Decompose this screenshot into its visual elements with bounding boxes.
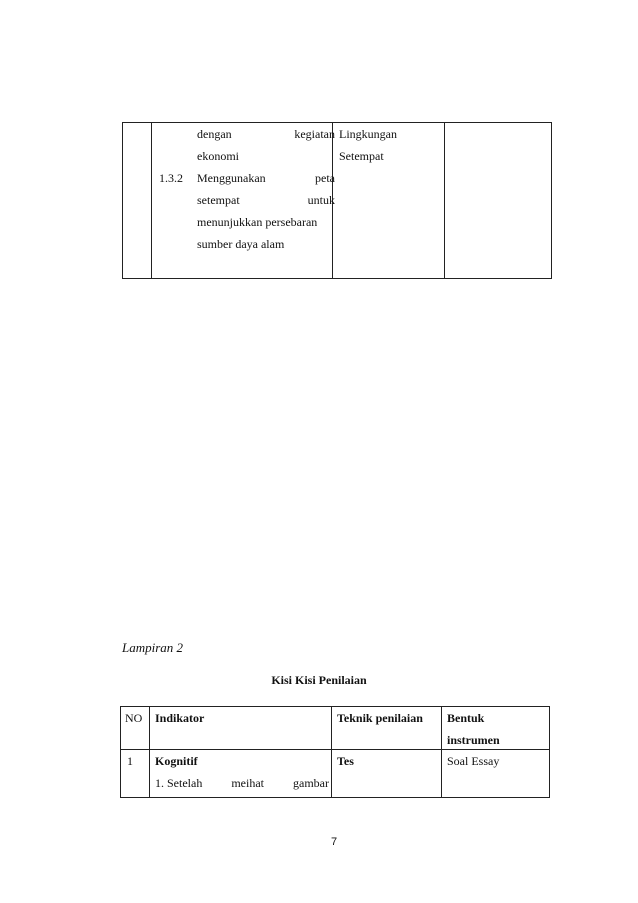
header-bentuk-line: Bentuk (447, 711, 485, 725)
text-line (197, 123, 335, 145)
row1-indikator (155, 750, 329, 794)
header-teknik: Teknik penilaian (337, 711, 423, 725)
text-fragment: peta (315, 171, 335, 185)
text-fragment: 1. Setelah (155, 776, 203, 790)
text-fragment: dengan (197, 127, 232, 141)
text-fragment: menunjukkan persebaran (197, 215, 318, 229)
header-bentuk-line: instrumen (447, 733, 500, 747)
header-bentuk (447, 707, 500, 751)
text-fragment: sumber daya alam (197, 237, 285, 251)
indicator-code: 1.3.2 (159, 171, 183, 185)
section-title: Kisi Kisi Penilaian (271, 673, 367, 687)
text-line (197, 145, 335, 167)
text-fragment: meihat (231, 776, 264, 790)
page-number: 7 (330, 836, 338, 848)
top-table-col3 (339, 123, 397, 167)
text-fragment: gambar (293, 776, 329, 790)
text-fragment: kegiatan (294, 127, 335, 141)
row1-teknik: Tes (337, 754, 354, 768)
header-indikator: Indikator (155, 711, 205, 725)
text-line (197, 189, 335, 211)
text-line (197, 167, 335, 189)
text-fragment: ekonomi (197, 149, 239, 163)
text-line: Lingkungan (339, 127, 397, 141)
top-table (122, 122, 552, 279)
row1-bentuk: Soal Essay (447, 754, 500, 768)
lampiran-label: Lampiran 2 (122, 640, 184, 655)
text-fragment: untuk (307, 193, 335, 207)
text-line (197, 211, 335, 233)
text-line: Setempat (339, 149, 384, 163)
text-fragment: Menggunakan (197, 171, 266, 185)
kisi-table (120, 706, 550, 798)
header-no: NO (125, 711, 143, 725)
row1-no: 1 (127, 754, 133, 768)
indikator-item (155, 772, 329, 794)
text-line (197, 233, 335, 255)
indikator-title: Kognitif (155, 754, 198, 768)
text-fragment: setempat (197, 193, 240, 207)
top-table-col2 (197, 123, 335, 255)
